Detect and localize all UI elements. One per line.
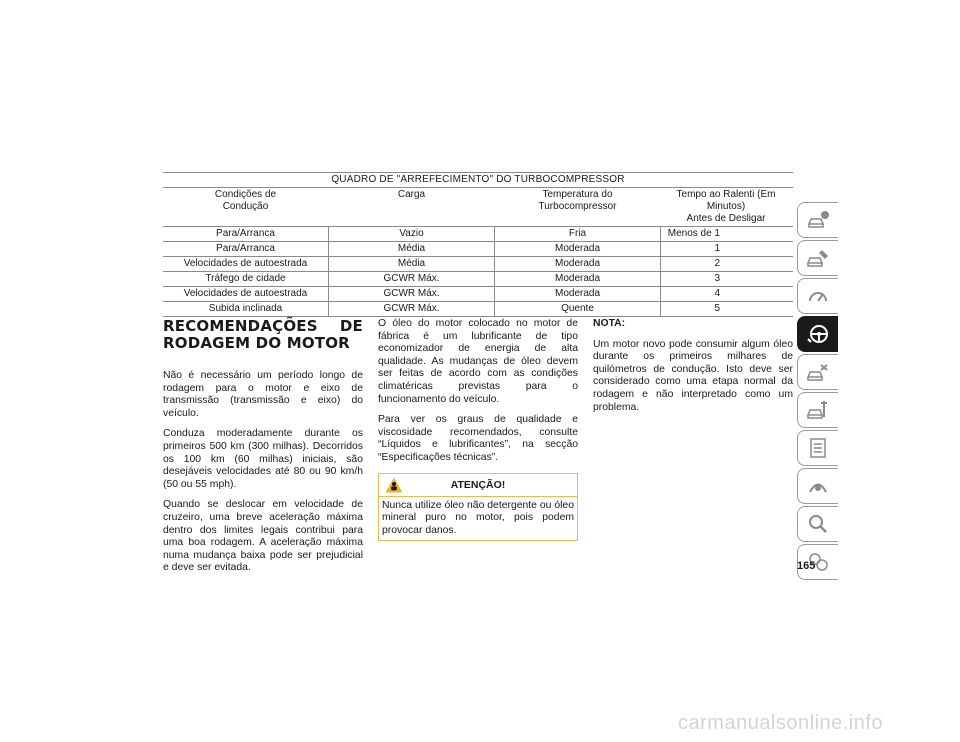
page-number: 165 <box>797 560 816 572</box>
text-column-1 <box>163 318 363 583</box>
warning-box <box>378 473 578 542</box>
note-text: Um motor novo pode consumir algum óleo durante os primeiros milhares de quilómetros de condução. Isto deve ser considerado como uma etapa normal da rodagem e não interpretado como um problema. <box>593 338 793 413</box>
tab-car-info[interactable] <box>797 202 838 238</box>
header-text: Carga <box>397 189 426 200</box>
tab-service[interactable] <box>797 392 838 428</box>
cell-idle-time: 2 <box>661 257 794 272</box>
tab-multimedia[interactable] <box>797 468 838 504</box>
checklist-icon <box>806 437 830 459</box>
warning-header <box>379 474 577 497</box>
tab-dashboard[interactable] <box>797 278 838 314</box>
section-title: RECOMENDAÇÕES DE RODAGEM DO MOTOR <box>163 317 363 352</box>
paragraph: Não é necessário um período longo de rodagem para o motor e eixo de transmissão (transmissão e eixo) do veículo. <box>163 370 363 419</box>
cell-load: Média <box>329 242 495 257</box>
table-title: QUADRO DE "ARREFECIMENTO" DO TURBOCOMPRESSOR <box>163 173 793 188</box>
header-idle-time <box>661 188 794 227</box>
cell-condition: Para/Arranca <box>163 227 329 242</box>
watermark: carmanualsonline.info <box>678 712 884 734</box>
cell-condition: Velocidades de autoestrada <box>163 257 329 272</box>
cell-load: GCWR Máx. <box>329 272 495 287</box>
table-row <box>163 227 793 242</box>
header-text: Temperatura do Turbocompressor <box>538 189 617 212</box>
cell-idle-time: 1 <box>661 242 794 257</box>
cell-idle-time: Menos de 1 <box>661 227 794 242</box>
header-load <box>329 188 495 227</box>
table-header-row <box>163 188 793 227</box>
paragraph: O óleo do motor colocado no motor de fábrica é um lubrificante de tipo economizador de energia de alta qualidade. As mudanças de óleo devem ser feitas de acordo com as condições climatéricas previstas para o funcionamento do veículo. <box>378 318 578 405</box>
tab-specifications[interactable] <box>797 430 838 466</box>
paragraph: Quando se deslocar em velocidade de cruzeiro, uma breve aceleração máxima dentro dos limites legais contribui para uma boa rodagem. A aceleração máxima numa mudança baixa pode ser prejudicial e deve ser evitada. <box>163 499 363 574</box>
multimedia-icon <box>806 475 830 497</box>
cell-idle-time: 5 <box>661 302 794 317</box>
paragraph: Para ver os graus de qualidade e viscosidade recomendados, consulte “Líquidos e lubrificantes”, na secção “Especificações técnicas”. <box>378 414 578 463</box>
tab-safety[interactable] <box>797 354 838 390</box>
cell-condition: Tráfego de cidade <box>163 272 329 287</box>
cell-condition: Velocidades de autoestrada <box>163 287 329 302</box>
search-icon <box>806 513 830 535</box>
header-driving-conditions <box>163 188 329 227</box>
tab-starting-operating[interactable] <box>797 316 838 352</box>
tab-index[interactable] <box>797 506 838 542</box>
cell-load: Vazio <box>329 227 495 242</box>
header-text: Condições de Condução <box>214 189 277 212</box>
text-column-2 <box>378 318 578 541</box>
car-info-icon <box>806 209 830 231</box>
table-row <box>163 257 793 272</box>
cell-temperature: Moderada <box>495 287 661 302</box>
warning-label: ATENÇÃO! <box>450 478 506 491</box>
table-row <box>163 272 793 287</box>
table-row <box>163 287 793 302</box>
table-row <box>163 242 793 257</box>
cell-idle-time: 4 <box>661 287 794 302</box>
cell-condition: Subida inclinada <box>163 302 329 317</box>
cell-temperature: Moderada <box>495 257 661 272</box>
cell-load: GCWR Máx. <box>329 287 495 302</box>
steering-wheel-icon <box>806 323 830 345</box>
text-column-3 <box>593 318 793 422</box>
cell-load: Média <box>329 257 495 272</box>
warning-text: Nunca utilize óleo não detergente ou óleo mineral puro no motor, pois podem provocar danos. <box>382 499 574 536</box>
car-crash-icon <box>806 361 830 383</box>
cell-temperature: Moderada <box>495 242 661 257</box>
note-label: NOTA: <box>593 318 626 329</box>
cell-condition: Para/Arranca <box>163 242 329 257</box>
header-text: Tempo ao Ralenti (Em Minutos) Antes de Desligar <box>676 189 776 224</box>
chapter-tabs <box>797 202 841 582</box>
tab-car-settings[interactable] <box>797 240 838 276</box>
dashboard-icon <box>806 285 830 307</box>
cell-load: GCWR Máx. <box>329 302 495 317</box>
cell-temperature: Fria <box>495 227 661 242</box>
cell-temperature: Quente <box>495 302 661 317</box>
car-service-icon <box>806 399 830 421</box>
paragraph: Conduza moderadamente durante os primeiros 500 km (300 milhas). Decorridos os 100 km (60 milhas) iniciais, são desejáveis velocidades até 80 ou 90 km/h (50 ou 55 mph). <box>163 428 363 490</box>
turbo-cooldown-table <box>163 172 793 317</box>
cell-temperature: Moderada <box>495 272 661 287</box>
table-row <box>163 302 793 317</box>
cell-idle-time: 3 <box>661 272 794 287</box>
header-turbo-temperature <box>495 188 661 227</box>
car-settings-icon <box>806 247 830 269</box>
